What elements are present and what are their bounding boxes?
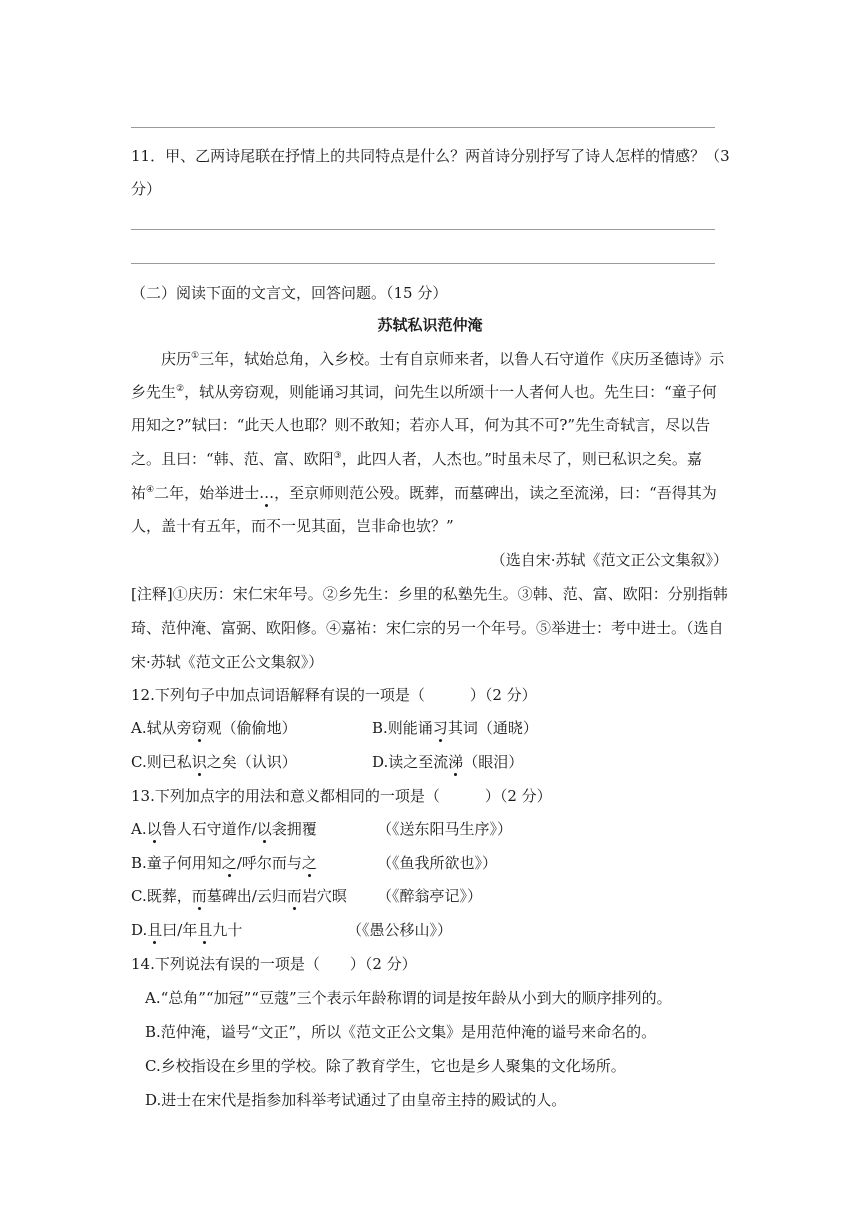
question-12-option-c: C.则已私识之矣（认识） — [131, 753, 297, 771]
question-13-option-b-source: （《鱼我所欲也》） — [377, 854, 498, 872]
passage-line-2: 乡先生②，轼从旁窃观，则能诵习其词，问先生以所颂十一人者何人也。先生曰：“童子何 — [131, 383, 717, 401]
question-14-option-a: A.“总角”“加冠”“豆蔻”三个表示年龄称谓的词是按年龄从小到大的顺序排列的。 — [145, 989, 672, 1007]
question-13-option-a: A.以鲁人石守道作/以衾拥覆 — [131, 820, 317, 838]
question-13-option-d: D.且曰/年且九十 — [131, 921, 243, 939]
question-14-option-c: C.乡校指设在乡里的学校。除了教育学生，它也是乡人聚集的文化场所。 — [145, 1057, 626, 1075]
passage-line-1: 庆历①三年，轼始总角，入乡校。士有自京师来者，以鲁人石守道作《庆历圣德诗》示 — [161, 350, 725, 368]
notes-line-1: [注释]①庆历：宋仁宋年号。②乡先生：乡里的私塾先生。③韩、范、富、欧阳：分别指韩 — [131, 585, 728, 603]
question-13-option-b: B.童子何用知之/呼尔而与之 — [131, 854, 317, 872]
question-13-option-c: C.既葬，而墓碑出/云归而岩穴暝 — [131, 887, 347, 905]
passage-line-5: 祐④二年，始举进士…，至京师则范公殁。既葬，而墓碑出，读之至流涕，曰：“吾得其为 — [131, 484, 717, 502]
answer-line — [131, 127, 715, 128]
answer-line — [131, 263, 715, 264]
passage-line-3: 用知之?”轼曰：“此天人也耶？则不敢知；若亦人耳，何为其不可?”先生奇轼言，尽以告 — [131, 416, 711, 434]
question-14-option-d: D.进士在宋代是指参加科举考试通过了由皇帝主持的殿试的人。 — [145, 1091, 567, 1109]
passage-line-6: 人，盖十有五年，而不一见其面，岂非命也欤？” — [131, 517, 454, 535]
question-13-option-c-source: （《醉翁亭记》） — [377, 887, 483, 905]
question-11-line-2: 分） — [131, 180, 162, 198]
notes-line-2: 琦、范仲淹、富弼、欧阳修。④嘉祐：宋仁宗的另一个年号。⑤举进士：考中进士。（选自 — [131, 619, 724, 637]
question-12-stem: 12.下列句子中加点词语解释有误的一项是（ ）（2 分） — [131, 686, 537, 704]
passage-source: （选自宋·苏轼《范文正公文集叙》） — [490, 551, 728, 569]
passage-title: 苏轼私识范仲淹 — [377, 316, 483, 334]
question-13-stem: 13.下列加点字的用法和意义都相同的一项是（ ）（2 分） — [131, 787, 552, 805]
question-13-option-a-source: （《送东阳马生序》） — [377, 820, 513, 838]
passage-line-4: 之。且曰：“韩、范、富、欧阳③，此四人者，人杰也。”时虽未尽了，则已私识之矣。嘉 — [131, 450, 702, 468]
question-11-line-1: 11．甲、乙两诗尾联在抒情上的共同特点是什么？两首诗分别抒写了诗人怎样的情感？（3 — [131, 147, 730, 165]
question-12-option-b: B.则能诵习其词（通晓） — [372, 719, 538, 737]
question-14-stem: 14.下列说法有误的一项是（ ）（2 分） — [131, 955, 417, 973]
section-heading: （二）阅读下面的文言文，回答问题。（15 分） — [131, 284, 448, 302]
question-14-option-b: B.范仲淹，谥号“文正”，所以《范文正公文集》是用范仲淹的谥号来命名的。 — [145, 1023, 657, 1041]
answer-line — [131, 229, 715, 230]
question-12-option-d: D.读之至流涕（眼泪） — [372, 753, 524, 771]
question-13-option-d-source: （《愚公移山》） — [347, 921, 453, 939]
question-12-option-a: A.轼从旁窃观（偷偷地） — [131, 719, 297, 737]
notes-line-3: 宋·苏轼《范文正公文集叙》） — [131, 653, 324, 671]
